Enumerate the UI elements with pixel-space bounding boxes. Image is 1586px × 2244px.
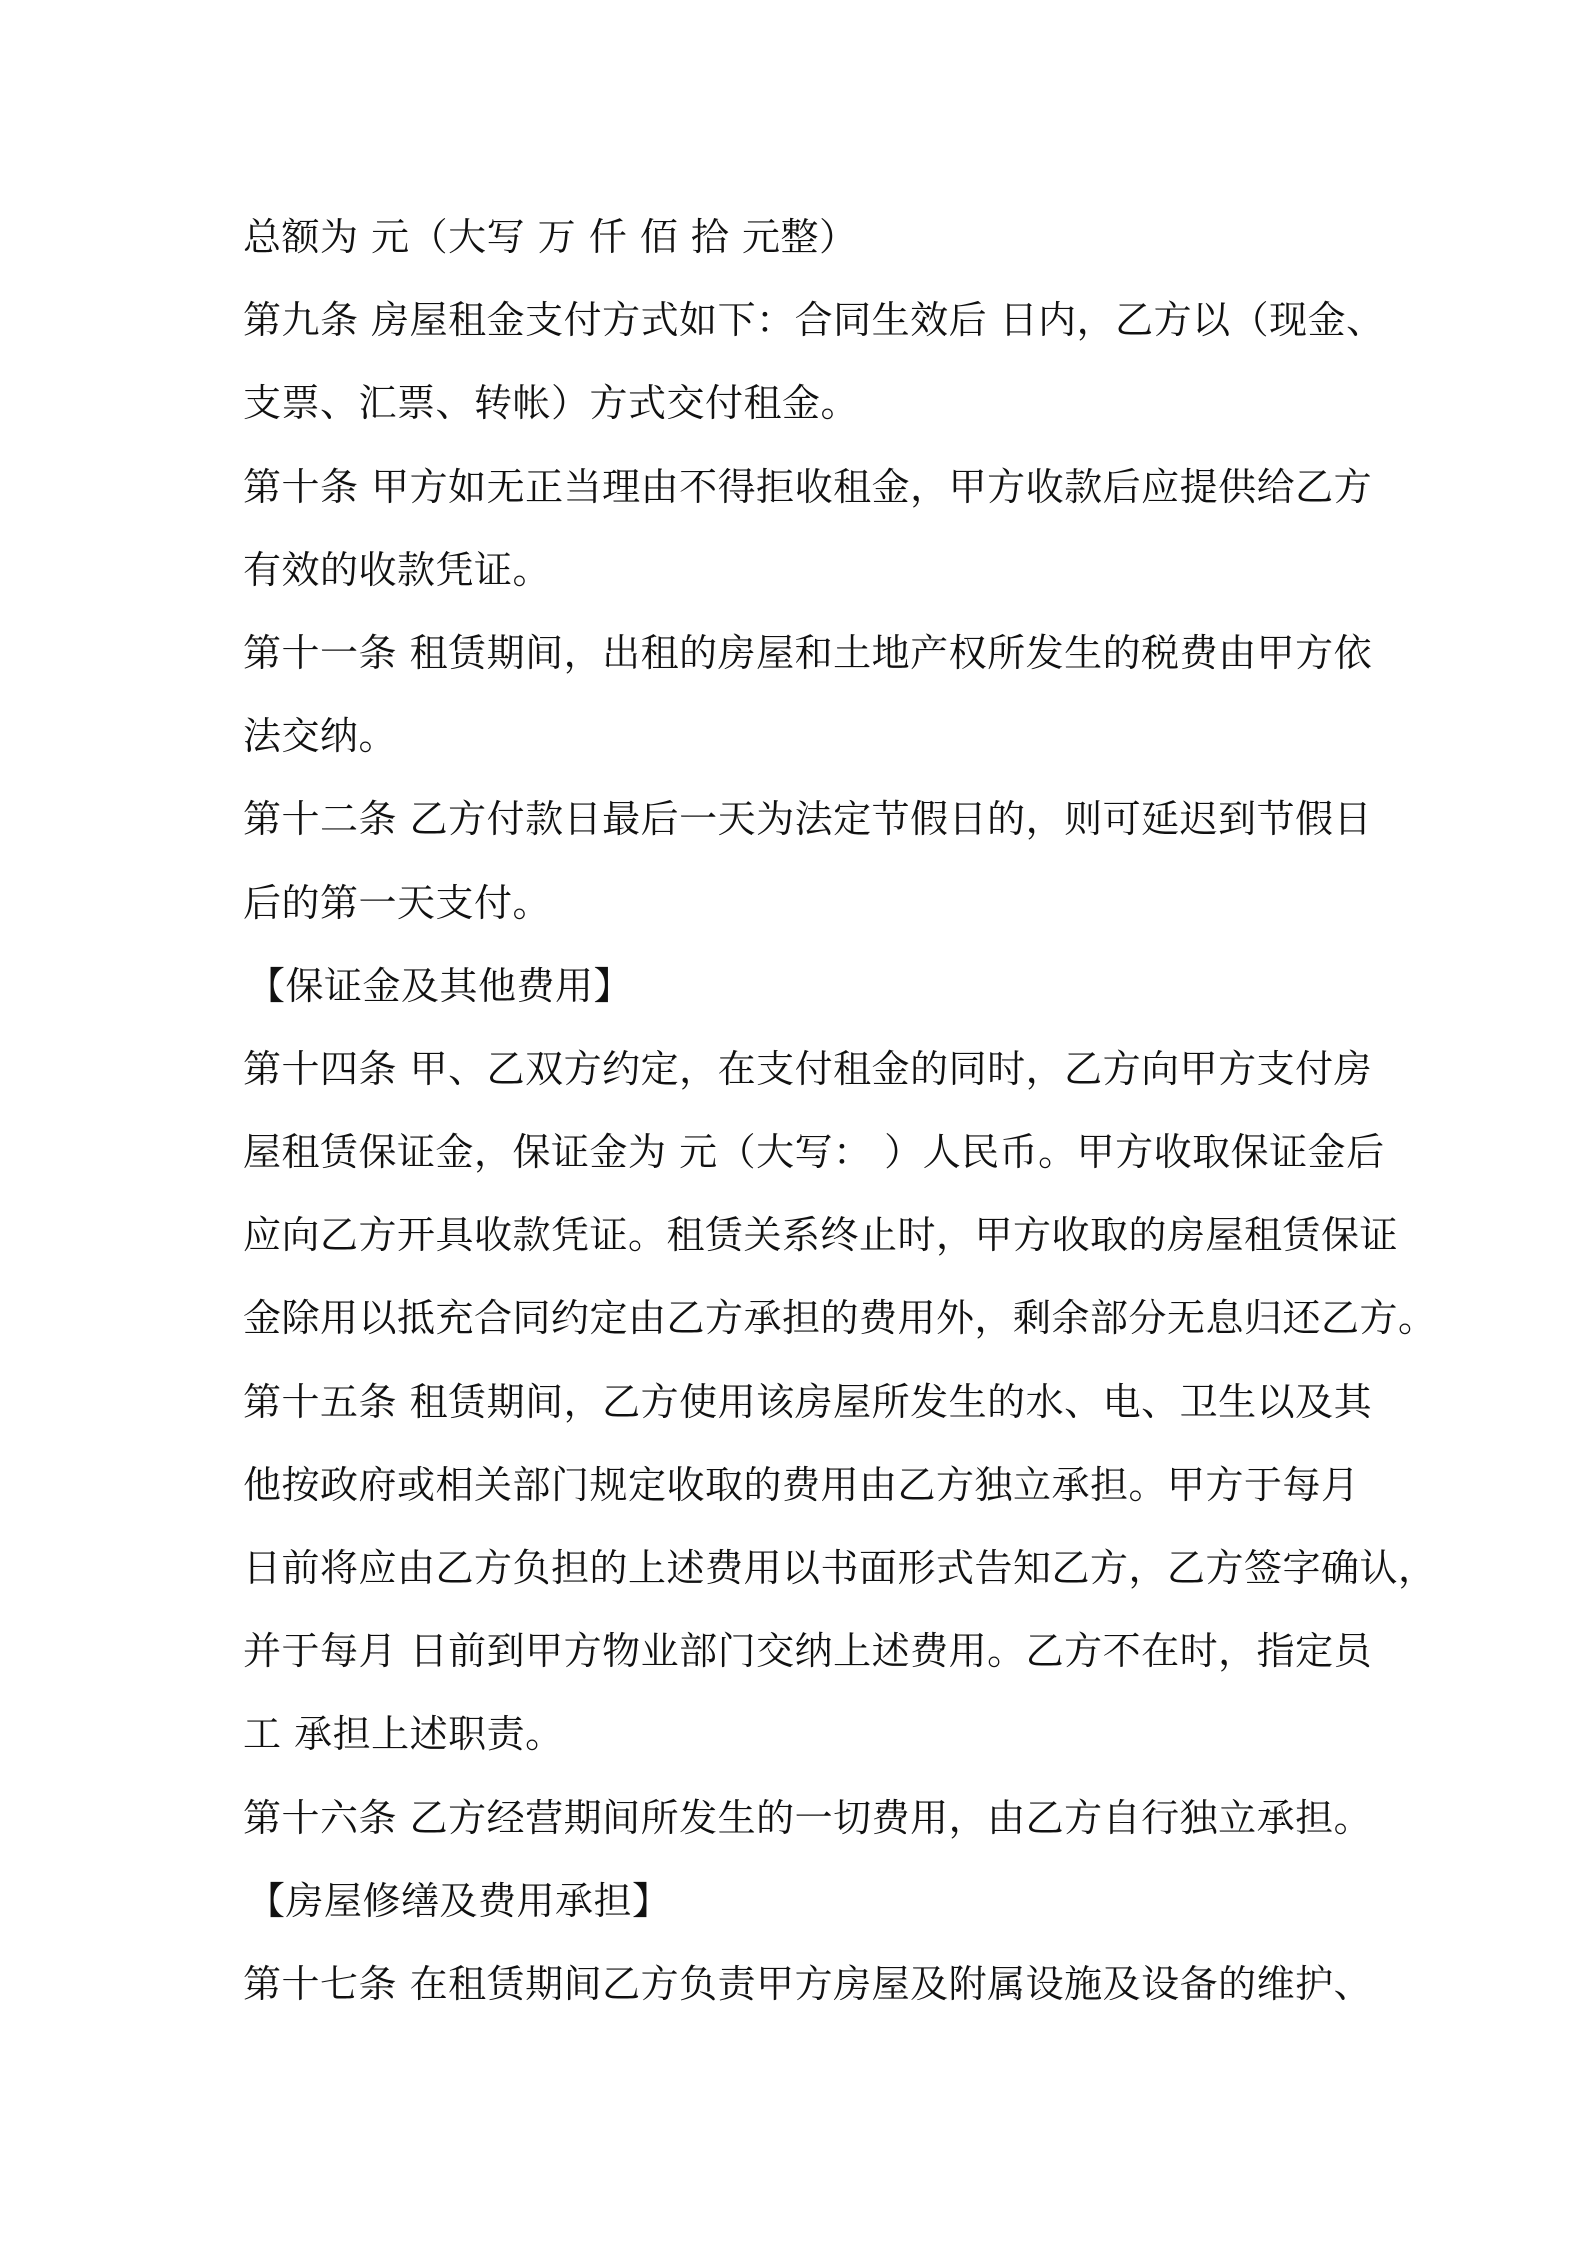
article-11-line: 第十一条 租赁期间，出租的房屋和土地产权所发生的税费由甲方依: [243, 630, 1373, 675]
article-17-line: 第十七条 在租赁期间乙方负责甲方房屋及附属设施及设备的维护、: [243, 1961, 1373, 2006]
article-14-line: 第十四条 甲、乙双方约定，在支付租金的同时，乙方向甲方支付房: [243, 1046, 1373, 1091]
text-line: 工 承担上述职责。: [243, 1712, 564, 1757]
text-line: 支票、汇票、转帐）方式交付租金。: [243, 381, 860, 426]
text-line: 有效的收款凭证。: [243, 547, 552, 592]
contract-text: [243, 196, 1437, 2026]
section-heading-repairs: 【房屋修缮及费用承担】: [247, 1878, 671, 1923]
article-16-line: 第十六条 乙方经营期间所发生的一切费用，由乙方自行独立承担。: [243, 1795, 1373, 1840]
article-10-line: 第十条 甲方如无正当理由不得拒收租金，甲方收款后应提供给乙方: [243, 464, 1373, 509]
text-line: 金除用以抵充合同约定由乙方承担的费用外，剩余部分无息归还乙方。: [243, 1296, 1437, 1341]
text-line: 日前将应由乙方负担的上述费用以书面形式告知乙方，乙方签字确认，: [243, 1546, 1437, 1590]
text-line: 总额为 元（大写 万 仟 佰 拾 元整）: [243, 215, 858, 259]
text-line: 法交纳。: [243, 714, 398, 759]
text-line: 后的第一天支付。: [243, 880, 552, 925]
text-line: 屋租赁保证金，保证金为 元（大写： ）人民币。甲方收取保证金后: [243, 1130, 1385, 1175]
section-heading-deposit: 【保证金及其他费用】: [247, 963, 633, 1008]
article-15-line: 第十五条 租赁期间，乙方使用该房屋所发生的水、电、卫生以及其: [243, 1379, 1373, 1424]
text-line: 并于每月 日前到甲方物业部门交纳上述费用。乙方不在时，指定员: [243, 1629, 1373, 1674]
text-line: 应向乙方开具收款凭证。租赁关系终止时，甲方收取的房屋租赁保证: [243, 1213, 1399, 1258]
article-9-line: 第九条 房屋租金支付方式如下：合同生效后 日内，乙方以（现金、: [243, 298, 1385, 343]
article-12-line: 第十二条 乙方付款日最后一天为法定节假日的，则可延迟到节假日: [243, 797, 1373, 842]
text-line: 他按政府或相关部门规定收取的费用由乙方独立承担。甲方于每月: [243, 1462, 1360, 1507]
